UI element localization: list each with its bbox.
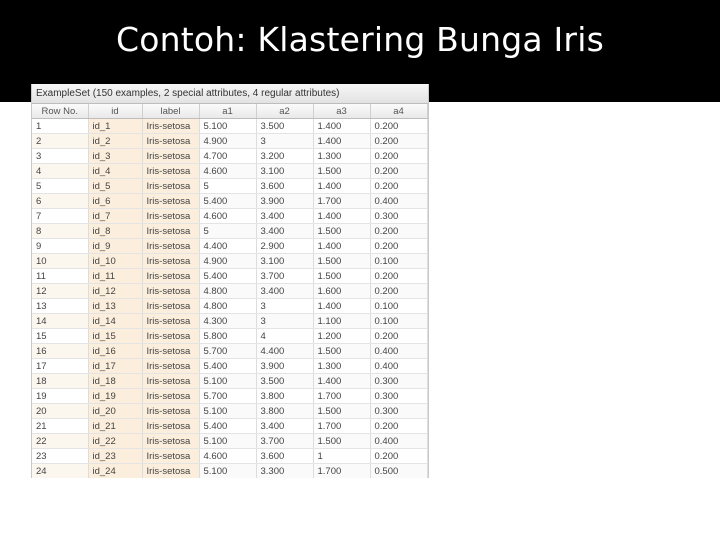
cell-label: Iris-setosa <box>142 209 199 224</box>
cell-a3: 1.300 <box>313 149 370 164</box>
cell-a1: 4.700 <box>199 149 256 164</box>
cell-a4: 0.200 <box>370 119 427 134</box>
cell-id: id_4 <box>88 164 142 179</box>
cell-a1: 5.700 <box>199 344 256 359</box>
cell-id: id_17 <box>88 359 142 374</box>
cell-a3: 1.400 <box>313 209 370 224</box>
slide-title: Contoh: Klastering Bunga Iris <box>116 20 604 59</box>
cell-a2: 3.400 <box>256 209 313 224</box>
cell-a2: 3.600 <box>256 179 313 194</box>
cell-id: id_3 <box>88 149 142 164</box>
cell-a3: 1.500 <box>313 254 370 269</box>
cell-a2: 3.600 <box>256 449 313 464</box>
cell-a1: 4.900 <box>199 254 256 269</box>
table-header-row <box>32 104 427 119</box>
cell-a1: 4.400 <box>199 239 256 254</box>
cell-a3: 1.400 <box>313 239 370 254</box>
example-set-header: ExampleSet (150 examples, 2 special attributes, 4 regular attributes) <box>32 84 428 104</box>
cell-a1: 5.700 <box>199 389 256 404</box>
cell-id: id_11 <box>88 269 142 284</box>
table-row[interactable] <box>32 449 427 464</box>
cell-a4: 0.200 <box>370 329 427 344</box>
cell-id: id_22 <box>88 434 142 449</box>
cell-label: Iris-setosa <box>142 119 199 134</box>
cell-a3: 1.100 <box>313 314 370 329</box>
table-body <box>32 119 427 479</box>
cell-id: id_1 <box>88 119 142 134</box>
table-row[interactable] <box>32 299 427 314</box>
cell-id: id_16 <box>88 344 142 359</box>
table-row[interactable] <box>32 164 427 179</box>
cell-a2: 3.500 <box>256 374 313 389</box>
cell-a1: 5.100 <box>199 374 256 389</box>
cell-a4: 0.200 <box>370 419 427 434</box>
cell-id: id_2 <box>88 134 142 149</box>
cell-a2: 3.300 <box>256 464 313 479</box>
cell-id: id_5 <box>88 179 142 194</box>
cell-id: id_23 <box>88 449 142 464</box>
cell-a4: 0.100 <box>370 299 427 314</box>
cell-a2: 3.900 <box>256 194 313 209</box>
cell-a3: 1.500 <box>313 224 370 239</box>
cell-a1: 4.800 <box>199 284 256 299</box>
cell-a4: 0.300 <box>370 404 427 419</box>
cell-a2: 3.500 <box>256 119 313 134</box>
cell-a4: 0.100 <box>370 254 427 269</box>
cell-label: Iris-setosa <box>142 269 199 284</box>
cell-label: Iris-setosa <box>142 194 199 209</box>
column-header-a1[interactable]: a1 <box>199 104 256 119</box>
table-row[interactable] <box>32 224 427 239</box>
cell-label: Iris-setosa <box>142 179 199 194</box>
cell-id: id_10 <box>88 254 142 269</box>
cell-id: id_6 <box>88 194 142 209</box>
cell-a2: 3.400 <box>256 224 313 239</box>
cell-row-no: 16 <box>32 344 88 359</box>
cell-label: Iris-setosa <box>142 254 199 269</box>
table-row[interactable] <box>32 269 427 284</box>
cell-id: id_18 <box>88 374 142 389</box>
cell-a2: 3.200 <box>256 149 313 164</box>
cell-row-no: 22 <box>32 434 88 449</box>
cell-a1: 5 <box>199 179 256 194</box>
cell-row-no: 1 <box>32 119 88 134</box>
data-table <box>32 104 428 478</box>
cell-a2: 3.100 <box>256 254 313 269</box>
table-row[interactable] <box>32 419 427 434</box>
cell-id: id_12 <box>88 284 142 299</box>
cell-row-no: 13 <box>32 299 88 314</box>
cell-id: id_13 <box>88 299 142 314</box>
table-row[interactable] <box>32 209 427 224</box>
cell-a1: 4.800 <box>199 299 256 314</box>
cell-row-no: 14 <box>32 314 88 329</box>
table-row[interactable] <box>32 239 427 254</box>
cell-a1: 4.600 <box>199 449 256 464</box>
cell-a3: 1.700 <box>313 419 370 434</box>
table-row[interactable] <box>32 329 427 344</box>
cell-a4: 0.400 <box>370 359 427 374</box>
cell-a4: 0.300 <box>370 374 427 389</box>
cell-a1: 5 <box>199 224 256 239</box>
cell-id: id_19 <box>88 389 142 404</box>
cell-a2: 4 <box>256 329 313 344</box>
cell-a4: 0.200 <box>370 269 427 284</box>
cell-id: id_21 <box>88 419 142 434</box>
cell-row-no: 24 <box>32 464 88 479</box>
cell-row-no: 5 <box>32 179 88 194</box>
table-row[interactable] <box>32 344 427 359</box>
cell-a1: 5.100 <box>199 464 256 479</box>
cell-a3: 1.500 <box>313 434 370 449</box>
cell-a2: 2.900 <box>256 239 313 254</box>
cell-row-no: 23 <box>32 449 88 464</box>
cell-a4: 0.300 <box>370 389 427 404</box>
cell-a2: 3.700 <box>256 434 313 449</box>
cell-a3: 1.400 <box>313 179 370 194</box>
cell-a2: 3 <box>256 299 313 314</box>
cell-a4: 0.100 <box>370 314 427 329</box>
cell-row-no: 21 <box>32 419 88 434</box>
cell-a2: 3.400 <box>256 284 313 299</box>
cell-a4: 0.400 <box>370 344 427 359</box>
cell-a2: 3.900 <box>256 359 313 374</box>
cell-a2: 3 <box>256 134 313 149</box>
cell-a3: 1.500 <box>313 344 370 359</box>
cell-a4: 0.500 <box>370 464 427 479</box>
cell-a4: 0.200 <box>370 284 427 299</box>
column-header-a4[interactable]: a4 <box>370 104 427 119</box>
table-row[interactable] <box>32 404 427 419</box>
cell-label: Iris-setosa <box>142 464 199 479</box>
cell-label: Iris-setosa <box>142 389 199 404</box>
cell-a3: 1.200 <box>313 329 370 344</box>
cell-id: id_7 <box>88 209 142 224</box>
cell-row-no: 10 <box>32 254 88 269</box>
column-header-a2[interactable]: a2 <box>256 104 313 119</box>
table-row[interactable] <box>32 374 427 389</box>
cell-label: Iris-setosa <box>142 419 199 434</box>
cell-a1: 5.400 <box>199 419 256 434</box>
cell-label: Iris-setosa <box>142 284 199 299</box>
cell-row-no: 6 <box>32 194 88 209</box>
cell-label: Iris-setosa <box>142 344 199 359</box>
cell-label: Iris-setosa <box>142 134 199 149</box>
cell-id: id_9 <box>88 239 142 254</box>
cell-a1: 5.100 <box>199 434 256 449</box>
cell-row-no: 12 <box>32 284 88 299</box>
cell-a4: 0.300 <box>370 209 427 224</box>
cell-row-no: 15 <box>32 329 88 344</box>
table-row[interactable] <box>32 134 427 149</box>
cell-label: Iris-setosa <box>142 314 199 329</box>
cell-a3: 1.700 <box>313 464 370 479</box>
cell-row-no: 8 <box>32 224 88 239</box>
cell-label: Iris-setosa <box>142 329 199 344</box>
column-header-a3[interactable]: a3 <box>313 104 370 119</box>
cell-label: Iris-setosa <box>142 224 199 239</box>
cell-row-no: 18 <box>32 374 88 389</box>
table-row[interactable] <box>32 119 427 134</box>
table-row[interactable] <box>32 389 427 404</box>
table-row[interactable] <box>32 179 427 194</box>
table-row[interactable] <box>32 464 427 479</box>
cell-a3: 1.700 <box>313 389 370 404</box>
cell-a1: 5.100 <box>199 404 256 419</box>
table-row[interactable] <box>32 149 427 164</box>
column-header-label[interactable]: label <box>142 104 199 119</box>
cell-a3: 1.400 <box>313 134 370 149</box>
cell-label: Iris-setosa <box>142 449 199 464</box>
cell-a3: 1.400 <box>313 374 370 389</box>
cell-a4: 0.400 <box>370 434 427 449</box>
cell-label: Iris-setosa <box>142 374 199 389</box>
table-row[interactable] <box>32 434 427 449</box>
cell-label: Iris-setosa <box>142 164 199 179</box>
cell-a1: 4.600 <box>199 209 256 224</box>
table-row[interactable] <box>32 254 427 269</box>
cell-a3: 1 <box>313 449 370 464</box>
cell-a4: 0.200 <box>370 449 427 464</box>
cell-label: Iris-setosa <box>142 299 199 314</box>
table-row[interactable] <box>32 194 427 209</box>
table-row[interactable] <box>32 284 427 299</box>
cell-row-no: 7 <box>32 209 88 224</box>
cell-a4: 0.400 <box>370 194 427 209</box>
cell-a2: 3 <box>256 314 313 329</box>
cell-a1: 4.900 <box>199 134 256 149</box>
cell-id: id_20 <box>88 404 142 419</box>
cell-a1: 5.100 <box>199 119 256 134</box>
cell-a2: 3.400 <box>256 419 313 434</box>
cell-a1: 5.800 <box>199 329 256 344</box>
cell-row-no: 19 <box>32 389 88 404</box>
cell-a3: 1.500 <box>313 404 370 419</box>
cell-id: id_14 <box>88 314 142 329</box>
cell-row-no: 4 <box>32 164 88 179</box>
cell-label: Iris-setosa <box>142 404 199 419</box>
cell-row-no: 2 <box>32 134 88 149</box>
cell-a4: 0.200 <box>370 134 427 149</box>
cell-a1: 5.400 <box>199 269 256 284</box>
cell-id: id_8 <box>88 224 142 239</box>
cell-label: Iris-setosa <box>142 149 199 164</box>
cell-a2: 3.100 <box>256 164 313 179</box>
cell-a3: 1.500 <box>313 269 370 284</box>
cell-row-no: 17 <box>32 359 88 374</box>
cell-a3: 1.400 <box>313 119 370 134</box>
cell-a4: 0.200 <box>370 179 427 194</box>
table-row[interactable] <box>32 314 427 329</box>
cell-a1: 4.300 <box>199 314 256 329</box>
table-row[interactable] <box>32 359 427 374</box>
cell-a2: 3.800 <box>256 404 313 419</box>
cell-a4: 0.200 <box>370 164 427 179</box>
cell-a4: 0.200 <box>370 149 427 164</box>
cell-row-no: 9 <box>32 239 88 254</box>
cell-a3: 1.400 <box>313 299 370 314</box>
cell-label: Iris-setosa <box>142 239 199 254</box>
cell-row-no: 3 <box>32 149 88 164</box>
column-header-id[interactable]: id <box>88 104 142 119</box>
cell-a1: 5.400 <box>199 194 256 209</box>
cell-a4: 0.200 <box>370 224 427 239</box>
cell-id: id_15 <box>88 329 142 344</box>
cell-row-no: 20 <box>32 404 88 419</box>
cell-a4: 0.200 <box>370 239 427 254</box>
cell-a2: 4.400 <box>256 344 313 359</box>
cell-a3: 1.500 <box>313 164 370 179</box>
cell-label: Iris-setosa <box>142 434 199 449</box>
cell-a1: 5.400 <box>199 359 256 374</box>
cell-a3: 1.600 <box>313 284 370 299</box>
cell-row-no: 11 <box>32 269 88 284</box>
cell-label: Iris-setosa <box>142 359 199 374</box>
example-set-panel <box>31 84 429 478</box>
cell-a2: 3.700 <box>256 269 313 284</box>
cell-a3: 1.300 <box>313 359 370 374</box>
cell-a2: 3.800 <box>256 389 313 404</box>
cell-a3: 1.700 <box>313 194 370 209</box>
cell-a1: 4.600 <box>199 164 256 179</box>
cell-id: id_24 <box>88 464 142 479</box>
column-header-row-no[interactable]: Row No. <box>32 104 88 119</box>
